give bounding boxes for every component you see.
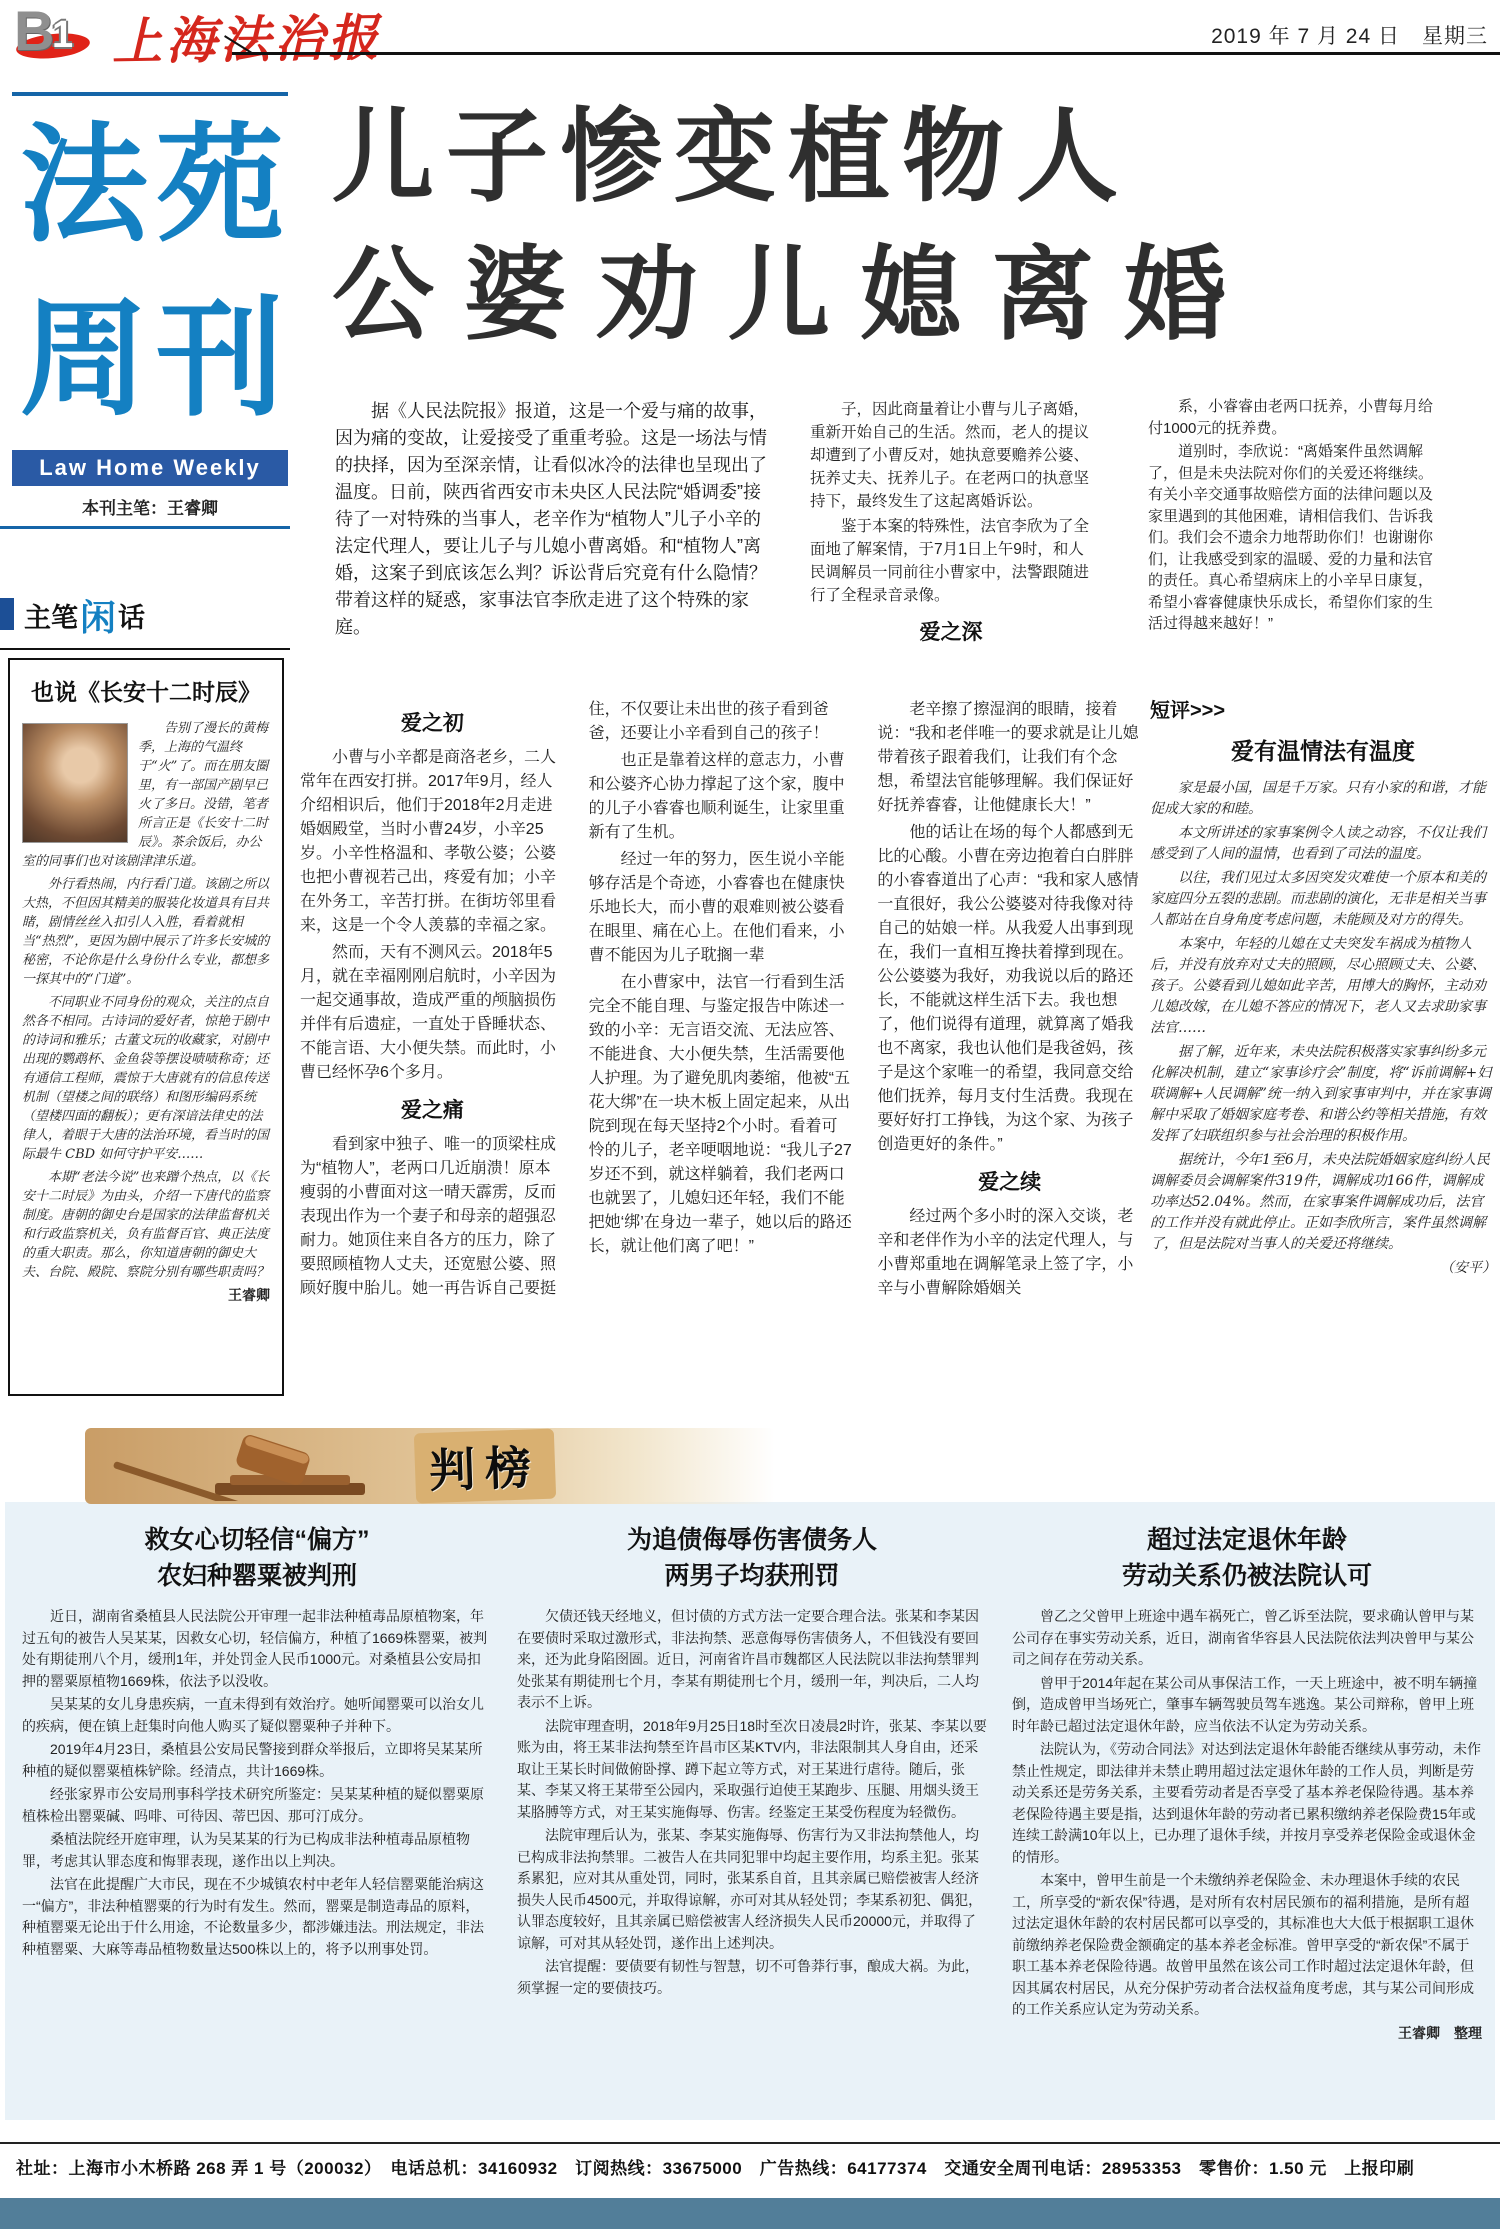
weekly-byline: 本刊主笔：王睿卿	[82, 499, 218, 518]
commentary-paragraph: 本文所讲述的家事案例令人读之动容，不仅让我们感受到了人间的温情，也看到了司法的温度。	[1150, 825, 1486, 862]
verdict-paragraph: 近日，湖南省桑植县人民法院公开审理一起非法种植毒品原植物案，年过五旬的被告人吴某某，因救女心切，轻信偏方，种植了1669株罂粟，被判处有期徒刑八个月，缓刑1年，并处罚金人民币1000元。对桑植县公安局扣押的罂粟原植物1669株，依法予以没收。	[22, 1608, 488, 1689]
verdict-2-title-line2: 两男子均获刑罚	[664, 1562, 840, 1590]
sidebar-rule	[0, 526, 290, 529]
verdict-paragraph: 2019年4月23日，桑植县公安局民警接到群众举报后，立即将吴某某所种植的疑似罂粟植株铲除。经清点，共计1669株。	[22, 1741, 483, 1779]
verdict-3-title-line1: 超过法定退休年龄	[1146, 1526, 1347, 1554]
commentary-paragraph: 本案中，年轻的儿媳在丈夫突发车祸成为植物人后，并没有放弃对丈夫的照顾，尽心照顾丈夫、公婆、孩子。公婆看到儿媳如此辛苦，用博大的胸怀，主动劝儿媳改嫁，在儿媳不答应的情况下，老人又去求助家事法官……	[1150, 936, 1486, 1036]
commentary-box	[1150, 694, 1496, 1432]
verdict-paragraph: 桑植法院经开庭审理，认为吴某某的行为已构成非法种植毒品原植物罪，考虑其认罪态度和悔罪表现，遂作出以上判决。	[22, 1831, 470, 1869]
author-photo	[22, 723, 128, 843]
column-header-accent: 闲	[80, 596, 117, 638]
verdict-1-title-line1: 救女心切轻信“偏方”	[144, 1526, 370, 1554]
weekly-subtitle-banner: Law Home Weekly	[12, 450, 288, 486]
verdict-2-title	[517, 1522, 987, 1594]
verdict-3-title	[1012, 1522, 1482, 1594]
column-header-bullet	[0, 598, 14, 630]
story-paragraph: 也正是靠着这样的意志力，小曹和公婆齐心协力撑起了这个家，腹中的儿子小睿睿也顺利诞生，让家里重新有了生机。	[588, 752, 845, 841]
main-headline-line2: 公婆劝儿媳离婚	[332, 238, 1256, 352]
header-rule	[232, 52, 1500, 55]
verdict-paragraph: 法院认为，《劳动合同法》对达到法定退休年龄能否继续从事劳动，未作禁止性规定，即法律并未禁止聘用超过法定退休年龄的工作人员，判断是劳动关系还是劳务关系，主要看劳动者是否享受了基本养老保险待遇。基本养老保险待遇主要是指，达到退休年龄的劳动者已累积缴纳养老保险费15年或连续工龄满10年以上，已办理了退休手续，并按月享受养老保险金或退休金的情形。	[1012, 1741, 1481, 1865]
verdict-paragraph: 经张家界市公安局刑事科学技术研究所鉴定：吴某某种植的疑似罂粟原植株检出罂粟碱、吗啡、可待因、蒂巴因、那可汀成分。	[22, 1786, 484, 1824]
story-paragraph: 鉴于本案的特殊性，法官李欣为了全面地了解案情，于7月1日上午9时，和人民调解员一同前往小曹家中，法警跟随进行了全程录音录像。	[810, 518, 1090, 604]
verdict-1-title-line2: 农妇种罂粟被判刑	[156, 1562, 357, 1590]
commentary-paragraph: 据了解，近年来，未央法院积极落实家事纠纷多元化解决机制，建立“家事诊疗会”制度，将“诉前调解+妇联调解+人民调解”统一纳入到家事审判中，并在家事调解中采取了婚姻家庭考卷、和谐公约等相关措施，有效发挥了妇联组织参与社会治理的积极作用。	[1150, 1044, 1492, 1144]
commentary-title: 爱有温情法有温度	[1231, 738, 1415, 764]
essay-title: 也说《长安十二时辰》	[31, 679, 261, 705]
commentary-paragraph: 据统计，今年1至6月，未央法院婚姻家庭纠纷人民调解委员会调解案件319件，调解成功166件，调解成功率达52.04%。然而，在家事案件调解成功后，法官的工作并没有就此停止。正如李欣所言，案件虽然调解了，但是法院对当事人的关爱还将继续。	[1150, 1152, 1490, 1252]
story-paragraph: 系，小睿睿由老两口抚养，小曹每月给付1000元的抚养费。	[1148, 398, 1434, 437]
verdict-paragraph: 曾乙之父曾甲上班途中遇车祸死亡，曾乙诉至法院，要求确认曾甲与某公司存在事实劳动关系，近日，湖南省华容县人民法院依法判决曾甲与某公司之间存在劳动关系。	[1012, 1608, 1474, 1667]
verdict-article-3	[1012, 1522, 1482, 2046]
verdict-paragraph: 法官在此提醒广大市民，现在不少城镇农村中老年人轻信罂粟能治病这一“偏方”，非法种植罂粟的行为时有发生。然而，罂粟是制造毒品的原料，种植罂粟无论出于什么用途，不论数量多少，都涉嫌违法。刑法规定，非法种植罂粟、大麻等毒品植物数量达500株以上的，将予以刑事处罚。	[22, 1876, 484, 1957]
story-intro-paragraph: 据《人民法院报》报道，这是一个爱与痛的故事，因为痛的变故，让爱接受了重重考验。这是一场法与情的抉择，因为至深亲情，让看似冰冷的法律也呈现出了温度。日前，陕西省西安市未央区人民法院“婚调委”接待了一对特殊的当事人，老辛作为“植物人”儿子小辛的法定代理人，要让儿子与儿媳小曹离婚。和“植物人”离婚，这案子到底该怎么判？诉讼背后究竟有什么隐情？带着这样的疑惑，家事法官李欣走进了这个特殊的家庭。	[335, 401, 767, 637]
story-paragraph: 看到家中独子、唯一的顶梁柱成为“植物人”，老两口几近崩溃！原本瘦弱的小曹面对这一晴天霹雳，反而表现出作为一个妻子和母亲的超强忍耐力。她顶住来自各方的压力，除了要照顾植物人丈夫，还宽慰公婆、照顾好腹中胎儿。她一再告诉自己要挺住，不仅要让未出世的孩子看到爸爸，还要让小辛看到自己的孩子！	[300, 701, 829, 1297]
weekly-char: 刊	[155, 288, 284, 431]
story-subhead-love-begin: 爱之初	[400, 712, 464, 735]
verdict-paragraph: 法院审理查明，2018年9月25日18时至次日凌晨2时许，张某、李某以要账为由，将王某非法拘禁至许昌市区某KTV内，非法限制其人身自由，还采取让王某长时间做俯卧撑、蹲下起立等方式，对王某进行虐待。随后，张某、李某又将王某带至公园内，采取强行迫使王某跑步、压腿、用烟头烫王某胳膊等方式，对王某实施侮辱、伤害。经鉴定王某受伤程度为轻微伤。	[517, 1717, 987, 1820]
weekly-char: 法	[19, 114, 148, 257]
verdict-3-byline: 王睿卿 整理	[1398, 2024, 1482, 2041]
commentary-paragraph: 以往，我们见过太多因突发灾难使一个原本和美的家庭四分五裂的悲剧。而悲剧的演化，无非是相关当事人都站在自身角度考虑问题，未能顾及对方的得失。	[1150, 870, 1486, 928]
story-paragraph: 他的话让在场的每个人都感到无比的心酸。小曹在旁边抱着白白胖胖的小睿睿道出了心声：“我和家人感情一直很好，我公公婆婆对待我像对待自己的姑娘一样。从我爱人出事到现在，我们一直相互搀扶着撑到现在。公公婆婆为我好，劝我说以后的路还长，不能就这样生活下去。我也想了，他们说得有道理，就算离了婚我也不离家，我也认他们是我爸妈，孩子是这个家唯一的希望，我同意交给他们抚养，每月支付生活费。我现在要好好打工挣钱，为这个家、为孩子创造更好的条件。”	[877, 824, 1139, 1153]
footer-bottom-bar	[0, 2198, 1500, 2229]
essay-paragraph: 本期“老法今说”也来蹭个热点，以《长安十二时辰》为由头，介绍一下唐代的监察制度。唐朝的御史台是国家的法律监督机关和行政监察机关，负有监督百官、典正法度的重大职责。那么，你知道唐朝的御史大夫、台院、殿院、察院分别有哪些职责吗？	[22, 1170, 270, 1280]
verdict-paragraph: 本案中，曾甲生前是一个未缴纳养老保险金、未办理退休手续的农民工，所享受的“新农保”待遇，是对所有农村居民颁布的福利措施，是所有超过法定退休年龄的农村居民都可以享受的，其标准也大大低于根据职工退休前缴纳养老保险费金额确定的基本养老金标准。曾甲享受的“新农保”不属于职工基本养老保险待遇。故曾甲虽然在该公司工作时超过法定退休年龄，但因其属农村居民，从充分保护劳动者合法权益角度考虑，其与某公司间形成的工作关系应认定为劳动关系。	[1012, 1872, 1474, 2017]
story-paragraph: 道别时，李欣说：“离婚案件虽然调解了，但是未央法院对你们的关爱还将继续。有关小辛交通事故赔偿方面的法律问题以及家里遇到的其他困难，请相信我们、告诉我们。我们会不遗余力地帮助你们！也谢谢你们，让我感受到家的温暖、爱的力量和法官的责任。真心希望病床上的小辛早日康复，希望小睿睿健康快乐成长，希望你们家的生活过得越来越好！”	[1148, 443, 1434, 632]
essay-paragraph: 告别了漫长的黄梅季，上海的气温终于“火”了。而在朋友圈里，有一部国产剧早已火了多日。没错，笔者所言正是《长安十二时辰》。茶余饭后，办公室的同事们也对该剧津津乐道。	[22, 721, 269, 869]
commentary-label: 短评>>>	[1150, 700, 1226, 722]
verdict-2-title-line1: 为追债侮辱伤害债务人	[626, 1526, 877, 1554]
column-header-post: 话	[118, 602, 146, 633]
issue-date: 2019 年 7 月 24 日 星期三	[1211, 25, 1488, 48]
essay-box	[8, 658, 284, 1396]
story-paragraph: 经过两个多小时的深入交谈，老辛和老伴作为小辛的法定代理人，与小曹郑重地在调解笔录上签了字，小辛与小曹解除婚姻关	[877, 1208, 1134, 1297]
essay-author: 王睿卿	[228, 1287, 270, 1303]
edition-number: 1	[52, 14, 74, 56]
edition-letter: B	[14, 0, 55, 62]
story-paragraph: 然而，天有不测风云。2018年5月，就在幸福刚刚启航时，小辛因为一起交通事故，造成严重的颅脑损伤并伴有后遗症，一直处于昏睡状态、不能言语、大小便失禁。而此时，小曹已经怀孕6个多月。	[300, 944, 557, 1081]
story-paragraph: 子，因此商量着让小曹与儿子离婚，重新开始自己的生活。然而，老人的提议却遭到了小曹反对，她执意要赡养公婆、抚养丈夫、抚养儿子。在老两口的执意坚持下，最终发生了这起离婚诉讼。	[810, 401, 1090, 510]
verdict-paragraph: 曾甲于2014年起在某公司从事保洁工作，一天上班途中，被不明车辆撞倒，造成曾甲当场死亡，肇事车辆驾驶员驾车逃逸。某公司辩称，曾甲上班时年龄已超过法定退休年龄，应当依法不认定为劳动关系。	[1012, 1674, 1478, 1734]
sidebar-top-rule	[12, 92, 288, 96]
story-paragraph: 小曹与小辛都是商洛老乡，二人常年在西安打拼。2017年9月，经人介绍相识后，他们于2018年2月走进婚姻殿堂，当时小曹24岁，小辛25岁。小辛性格温和、孝敬公婆；公婆也把小曹视若己出，疼爱有加；小辛在外务工，辛苦打拼。在街坊邻里看来，这是一个令人羡慕的幸福之家。	[300, 749, 557, 934]
verdict-1-title	[22, 1522, 492, 1594]
main-headline-line1: 儿子惨变植物人	[332, 100, 1130, 214]
verdict-article-2	[517, 1522, 987, 2001]
story-subhead-love-continue: 爱之续	[978, 1171, 1042, 1194]
story-flow-columns	[300, 698, 1142, 1432]
story-paragraph: 老辛擦了擦湿润的眼睛，接着说：“我和老伴唯一的要求就是让儿媳带着孩子跟着我们，让我们有个念想，希望法官能够理解。我们保证好好抚养睿睿，让他健康长大！”	[877, 701, 1139, 814]
story-column-right	[1148, 396, 1435, 637]
footer-rule	[0, 2142, 1500, 2144]
essay-paragraph: 外行看热闹，内行看门道。该剧之所以大热，不但因其精美的服装化妆道具有目共睹，剧情丝丝入扣引人入胜，看着就相当“热烈”，更因为剧中展示了许多长安城的秘密，不论你是什么身份什么专业，都想多一探其中的“门道”。	[22, 877, 270, 987]
verdicts-banner-title: 判榜	[414, 1429, 556, 1504]
story-paragraph: 经过一年的努力，医生说小辛能够存活是个奇迹，小睿睿也在健康快乐地长大，而小曹的艰难则被公婆看在眼里、痛在心上。在他们看来，小曹不能因为儿子耽搁一辈	[588, 851, 845, 964]
verdict-3-title-line2: 劳动关系仍被法院认可	[1121, 1562, 1372, 1590]
verdict-paragraph: 法官提醒：要债要有韧性与智慧，切不可鲁莽行事，酿成大祸。为此，须掌握一定的要债技巧。	[517, 1958, 979, 1996]
story-subhead-love-deep: 爱之深	[919, 621, 983, 644]
weekly-char: 周	[19, 288, 148, 431]
gavel-icon	[95, 1431, 395, 1501]
footer-info-line: 社址：上海市小木桥路 268 弄 1 号（200032） 电话总机：34160932 订阅热线：33675000 广告热线：64177374 交通安全周刊电话：28953353 零售价：1.50 元 上报印刷	[16, 2159, 1415, 2178]
essay-paragraph: 不同职业不同身份的观众，关注的点自然各不相同。古诗词的爱好者，惊艳于剧中的诗词和雅乐；古董文玩的收藏家，对剧中出现的鹦鹉杯、金鱼袋等摆设啧啧称奇；还有通信工程师，震惊于大唐就有的信息传送机制（望楼之间的联络）和图形编码系统（望楼四面的翻板）；更有深谙法律史的法律人，着眼于大唐的法治环境，看当时的国际最牛 CBD 如何守护平安……	[22, 995, 270, 1162]
commentary-paragraph: 家是最小国，国是千万家。只有小家的和谐，才能促成大家的和睦。	[1150, 780, 1486, 817]
story-intro	[335, 398, 767, 643]
weekly-title-block	[16, 100, 288, 448]
story-paragraph: 在小曹家中，法官一行看到生活完全不能自理、与鉴定报告中陈述一致的小辛：无言语交流、无法应答、不能进食、大小便失禁，生活需要他人护理。为了避免肌肉萎缩，他被“五花大绑”在一块木板上固定起来，从出院到现在每天坚持2个小时。看着可怜的儿子，老辛哽咽地说：“我儿子27岁还不到，就这样躺着，我们老两口也就罢了，儿媳妇还年轻，我们不能把她‘绑’在身边一辈子，她以后的路还长，就让他们离了吧！”	[588, 974, 852, 1255]
newspaper-masthead: 上海法治报	[111, 9, 383, 71]
verdict-paragraph: 法院审理后认为，张某、李某实施侮辱、伤害行为又非法拘禁他人，均已构成非法拘禁罪。二被告人在共同犯罪中均起主要作用，均系主犯。张某系累犯，应对其从重处罚，同时，张某系自首，且其亲属已赔偿被害人经济损失人民币4500元，并取得谅解，亦可对其从轻处罚；李某系初犯、偶犯，认罪态度较好，且其亲属已赔偿被害人经济损失人民币20000元，并取得了谅解，可对其从轻处罚，遂作出上述判决。	[517, 1827, 983, 1951]
column-header	[0, 592, 290, 638]
verdict-paragraph: 欠债还钱天经地义，但讨债的方式方法一定要合理合法。张某和李某因在要债时采取过激形式，非法拘禁、恶意侮辱伤害债务人，不但钱没有要回来，还为此身陷囹圄。近日，河南省许昌市魏都区人民法院以非法拘禁罪判处张某有期徒刑七个月，李某有期徒刑七个月，缓刑一年，判决后，二人均表示不上诉。	[517, 1608, 979, 1710]
verdicts-banner	[85, 1428, 775, 1504]
commentary-author: （安平）	[1440, 1260, 1496, 1276]
column-header-rule	[0, 648, 290, 650]
column-header-pre: 主笔	[24, 602, 78, 633]
edition-badge	[14, 0, 110, 62]
story-subhead-love-pain: 爱之痛	[400, 1099, 464, 1122]
verdict-article-1	[22, 1522, 492, 1962]
verdict-paragraph: 吴某某的女儿身患疾病，一直未得到有效治疗。她听闻罂粟可以治女儿的疾病，便在镇上赶集时向他人购买了疑似罂粟种子并种下。	[22, 1696, 484, 1734]
story-column-mid	[810, 398, 1092, 654]
weekly-char: 苑	[155, 114, 284, 257]
